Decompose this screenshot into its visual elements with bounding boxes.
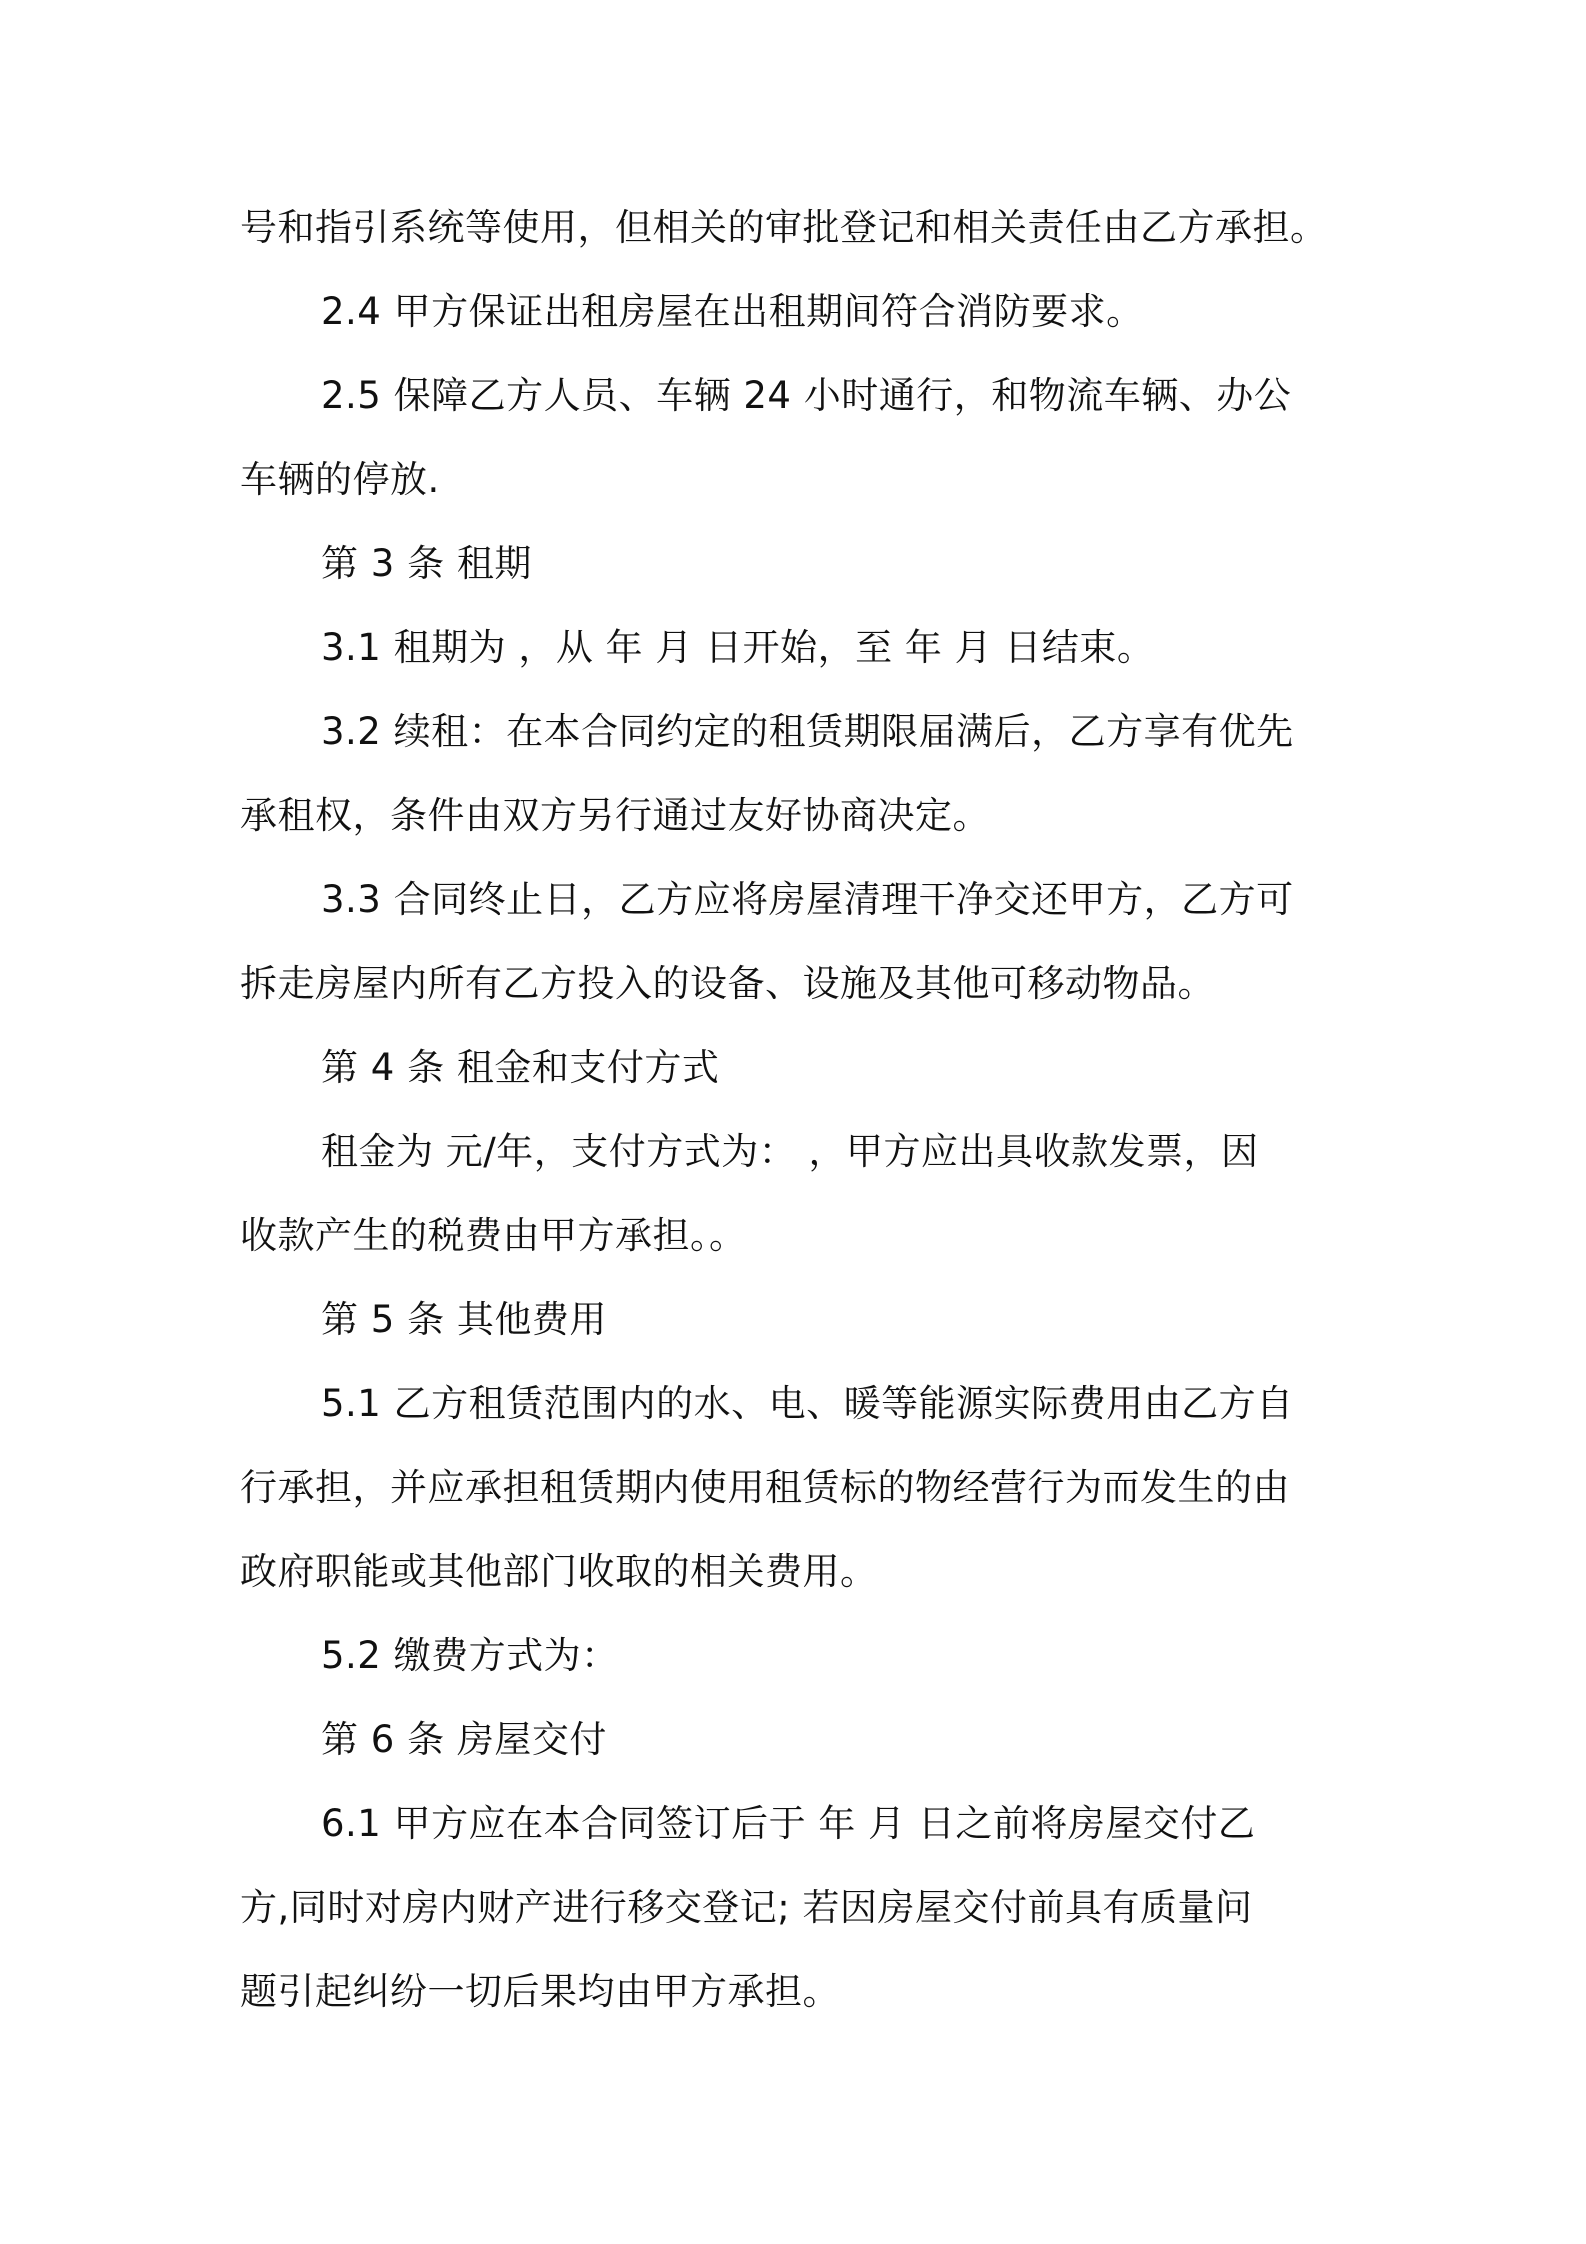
- rent-clause: 租金为 元/年，支付方式为： ，甲方应出具收款发票，因: [321, 1130, 1259, 1173]
- clause-3-2: 3.2 续租：在本合同约定的租赁期限届满后，乙方享有优先: [321, 710, 1294, 753]
- clause-5-2: 5.2 缴费方式为：: [321, 1634, 619, 1677]
- clause-5-1: 5.1 乙方租赁范围内的水、电、暖等能源实际费用由乙方自: [321, 1382, 1294, 1425]
- text-line: 方,同时对房内财产进行移交登记; 若因房屋交付前具有质量问: [240, 1886, 1253, 1929]
- text-line: 承租权，条件由双方另行通过友好协商决定。: [240, 794, 990, 837]
- article-3-heading: 第 3 条 租期: [321, 542, 532, 585]
- text-line: 政府职能或其他部门收取的相关费用。: [240, 1550, 878, 1593]
- article-4-heading: 第 4 条 租金和支付方式: [321, 1046, 720, 1089]
- clause-6-1: 6.1 甲方应在本合同签订后于 年 月 日之前将房屋交付乙: [321, 1802, 1256, 1845]
- article-5-heading: 第 5 条 其他费用: [321, 1298, 607, 1341]
- text-line: 号和指引系统等使用，但相关的审批登记和相关责任由乙方承担。: [240, 206, 1328, 249]
- clause-2-5: 2.5 保障乙方人员、车辆 24 小时通行，和物流车辆、办公: [321, 374, 1292, 417]
- clause-3-1: 3.1 租期为 ，从 年 月 日开始，至 年 月 日结束。: [321, 626, 1155, 669]
- text-line: 题引起纠纷一切后果均由甲方承担。: [240, 1970, 840, 2013]
- text-line: 行承担，并应承担租赁期内使用租赁标的物经营行为而发生的由: [240, 1466, 1290, 1509]
- clause-3-3: 3.3 合同终止日，乙方应将房屋清理干净交还甲方，乙方可: [321, 878, 1294, 921]
- clause-2-4: 2.4 甲方保证出租房屋在出租期间符合消防要求。: [321, 290, 1144, 333]
- text-line: 收款产生的税费由甲方承担。。: [240, 1214, 747, 1257]
- text-line: 车辆的停放.: [240, 458, 440, 501]
- text-line: 拆走房屋内所有乙方投入的设备、设施及其他可移动物品。: [240, 962, 1215, 1005]
- article-6-heading: 第 6 条 房屋交付: [321, 1718, 607, 1761]
